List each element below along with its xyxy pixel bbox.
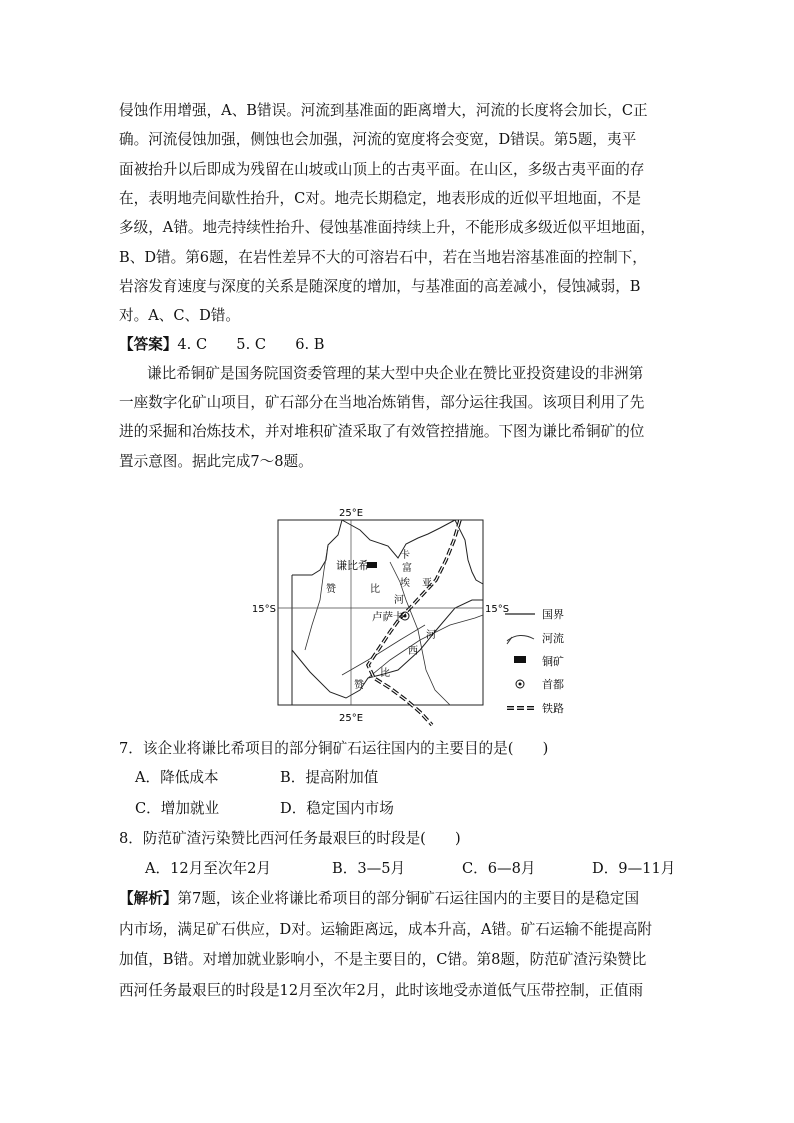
q8-option-b: B．3—5月: [332, 860, 406, 877]
text-line: 对。A、C、D错。: [119, 307, 240, 324]
country-label: 亚: [422, 578, 432, 589]
text-line: 岩溶发育速度与深度的关系是随深度的增加，与基准面的高差减小，侵蚀减弱，B: [119, 278, 641, 295]
country-label: 赞: [354, 680, 364, 691]
question-8-stem: 8．防范矿渣污染赞比西河任务最艰巨的时段是( ): [119, 830, 461, 847]
legend-label: 铜矿: [542, 655, 564, 668]
legend-label: 国界: [542, 608, 564, 621]
analysis-line: [119, 889, 639, 909]
text-line: 置示意图。据此完成7～8题。: [119, 453, 313, 470]
river-line: [390, 562, 450, 705]
text-line: 确。河流侵蚀加强，侧蚀也会加强，河流的宽度将会变宽，D错误。第5题，夷平: [119, 131, 637, 148]
capital-label: 卢萨卡: [372, 611, 404, 623]
mine-label: 谦比希: [336, 559, 369, 572]
river-label: 富: [402, 563, 412, 574]
river-label: 河: [426, 630, 436, 641]
text-line: 多级，A错。地壳持续性抬升、侵蚀基准面持续上升，不能形成多级近似平坦地面，: [119, 219, 655, 236]
legend-label: 首都: [542, 678, 564, 691]
lat-label-right: 15°S: [485, 604, 510, 615]
legend-capital-dot: [519, 683, 522, 686]
q7-option-d: D．稳定国内市场: [280, 800, 394, 817]
location-map: [250, 500, 580, 730]
q8-option-d: D．9—11月: [592, 860, 676, 877]
answer-line: [119, 335, 325, 355]
analysis-text: 第7题，该企业将谦比希项目的部分铜矿石运往国内的主要目的是稳定国: [177, 890, 640, 907]
text-line: 加值，B错。对增加就业影响小，不是主要目的，C错。第8题，防范矿渣污染赞比: [119, 951, 647, 968]
q8-option-c: C．6—8月: [462, 860, 536, 877]
q7-option-b: B．提高附加值: [280, 769, 379, 786]
analysis-label: 【解析】: [119, 890, 178, 907]
q7-option-c: C．增加就业: [135, 800, 220, 817]
country-label: 比: [380, 668, 390, 679]
legend-label: 铁路: [542, 702, 564, 715]
text-line: 面被抬升以后即成为残留在山坡或山顶上的古夷平面。在山区，多级古夷平面的存: [119, 161, 645, 178]
river-line: [305, 545, 328, 650]
text-line: 侵蚀作用增强，A、B错误。河流到基准面的距离增大，河流的长度将会加长，C正: [119, 102, 648, 119]
answer-text: 4. C 5. C 6. B: [177, 336, 325, 353]
country-border: [455, 520, 483, 584]
text-line: B、D错。第6题，在岩性差异不大的可溶岩石中，若在当地岩溶基准面的控制下，: [119, 249, 647, 266]
river-label: 卡: [400, 550, 410, 561]
lon-label-top: 25°E: [338, 508, 364, 519]
text-line: 在，表明地壳间歇性抬升，C对。地壳长期稳定，地表形成的近似平坦地面，不是: [119, 190, 641, 207]
river-label: 河: [394, 595, 404, 606]
question-7-stem: 7．该企业将谦比希项目的部分铜矿石运往国内的主要目的是( ): [119, 740, 549, 757]
country-label: 比: [370, 584, 380, 595]
country-label: 赞: [326, 584, 336, 595]
q8-option-a: A．12月至次年2月: [145, 860, 271, 877]
capital-marker-dot: [404, 615, 407, 618]
river-label: 西: [408, 646, 418, 657]
text-line: 进的采掘和冶炼技术，并对堆积矿渣采取了有效管控措施。下图为谦比希铜矿的位: [119, 423, 645, 440]
text-line: 一座数字化矿山项目，矿石部分在当地冶炼销售，部分运往我国。该项目利用了先: [119, 394, 645, 411]
text-line: 谦比希铜矿是国务院国资委管理的某大型中央企业在赞比亚投资建设的非洲第: [147, 365, 644, 382]
answer-label: 【答案】: [119, 336, 178, 353]
text-line: 西河任务最艰巨的时段是12月至次年2月，此时该地受赤道低气压带控制，正值雨: [119, 982, 644, 999]
legend-mine-symbol: [514, 656, 526, 663]
map-legend: [505, 608, 564, 715]
text-line: 内市场，满足矿石供应，D对。运输距离远，成本升高，A错。矿石运输不能提高附: [119, 921, 653, 938]
legend-label: 河流: [542, 632, 564, 645]
lat-label-left: 15°S: [251, 604, 276, 615]
lon-label-bottom: 25°E: [338, 713, 364, 724]
river-label: 埃: [400, 578, 410, 589]
q7-option-a: A．降低成本: [135, 769, 219, 786]
